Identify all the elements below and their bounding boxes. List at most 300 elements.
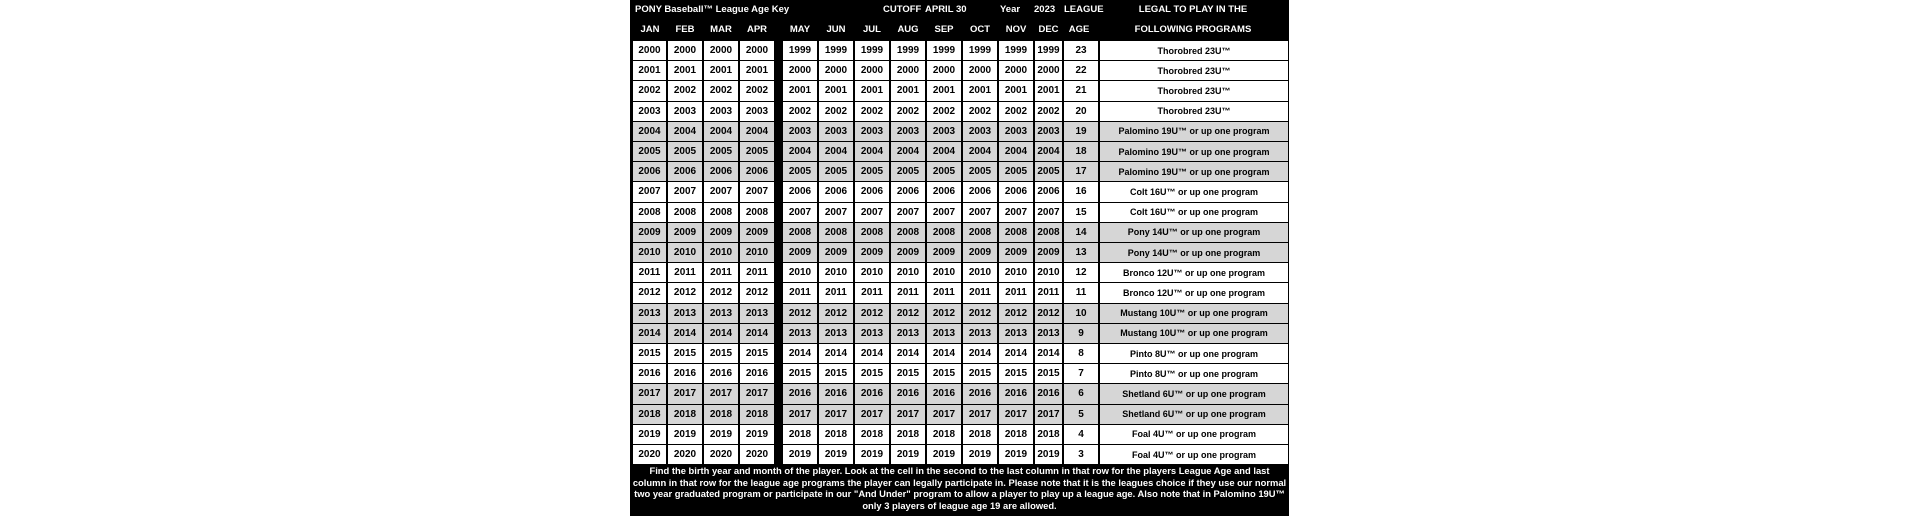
- birth-year-cell: 2016: [632, 363, 667, 384]
- birth-year-cell: 2002: [818, 101, 854, 122]
- birth-year-cell: 2000: [998, 60, 1034, 81]
- birth-year-cell: 2019: [962, 444, 998, 465]
- birth-year-cell: 2011: [926, 282, 962, 303]
- birth-year-cell: 2019: [632, 424, 667, 445]
- birth-year-cell: 2011: [703, 262, 739, 283]
- league-age-cell: 5: [1063, 404, 1099, 425]
- month-header: SEP: [934, 24, 954, 35]
- birth-year-cell: 2005: [782, 161, 818, 182]
- birth-year-cell: 2013: [854, 323, 890, 344]
- birth-year-cell: 2001: [890, 80, 926, 101]
- cutoff-date: APRIL 30: [925, 4, 967, 15]
- birth-year-cell: 2019: [890, 444, 926, 465]
- birth-year-cell: 2018: [998, 424, 1034, 445]
- birth-year-cell: 2019: [782, 444, 818, 465]
- birth-year-cell: 1999: [962, 40, 998, 61]
- birth-year-cell: 2005: [962, 161, 998, 182]
- birth-year-cell: 2005: [667, 141, 703, 162]
- month-header: JUN: [826, 24, 846, 35]
- birth-year-cell: 2009: [782, 242, 818, 263]
- birth-year-cell: 2016: [854, 383, 890, 404]
- birth-year-cell: 2007: [782, 202, 818, 223]
- program-cell: Mustang 10U™ or up one program: [1099, 303, 1289, 324]
- birth-year-cell: 2008: [739, 202, 775, 223]
- birth-year-cell: 2008: [1034, 222, 1063, 243]
- birth-year-cell: 2006: [998, 181, 1034, 202]
- birth-year-cell: 2005: [926, 161, 962, 182]
- month-header: AUG: [897, 24, 919, 35]
- birth-year-cell: 2003: [998, 121, 1034, 142]
- league-age-cell: 11: [1063, 282, 1099, 303]
- league-age-cell: 20: [1063, 101, 1099, 122]
- league-age-cell: 14: [1063, 222, 1099, 243]
- birth-year-cell: 2010: [667, 242, 703, 263]
- birth-year-cell: 2019: [818, 444, 854, 465]
- league-age-cell: 22: [1063, 60, 1099, 81]
- program-cell: Shetland 6U™ or up one program: [1099, 383, 1289, 404]
- birth-year-cell: 2001: [926, 80, 962, 101]
- age-label: AGE: [1068, 24, 1090, 35]
- birth-year-cell: 2007: [854, 202, 890, 223]
- birth-year-cell: 2017: [890, 404, 926, 425]
- birth-year-cell: 2013: [739, 303, 775, 324]
- birth-year-cell: 2006: [1034, 181, 1063, 202]
- birth-year-cell: 2007: [703, 181, 739, 202]
- program-cell: Palomino 19U™ or up one program: [1099, 141, 1289, 162]
- program-cell: Pinto 8U™ or up one program: [1099, 343, 1289, 364]
- birth-year-cell: 2001: [962, 80, 998, 101]
- program-cell: Pony 14U™ or up one program: [1099, 242, 1289, 263]
- birth-year-cell: 2011: [1034, 282, 1063, 303]
- program-cell: Foal 4U™ or up one program: [1099, 424, 1289, 445]
- league-age-cell: 17: [1063, 161, 1099, 182]
- birth-year-cell: 2018: [703, 404, 739, 425]
- program-cell: Colt 16U™ or up one program: [1099, 181, 1289, 202]
- birth-year-cell: 2019: [1034, 444, 1063, 465]
- program-cell: Bronco 12U™ or up one program: [1099, 262, 1289, 283]
- birth-year-cell: 2011: [782, 282, 818, 303]
- birth-year-cell: 2006: [739, 161, 775, 182]
- birth-year-cell: 2010: [998, 262, 1034, 283]
- birth-year-cell: 2013: [632, 303, 667, 324]
- birth-year-cell: 2007: [1034, 202, 1063, 223]
- birth-year-cell: 2009: [667, 222, 703, 243]
- birth-year-cell: 2002: [632, 80, 667, 101]
- birth-year-cell: 2009: [818, 242, 854, 263]
- birth-year-cell: 2016: [962, 383, 998, 404]
- birth-year-cell: 2014: [739, 323, 775, 344]
- birth-year-cell: 2010: [782, 262, 818, 283]
- birth-year-cell: 2010: [926, 262, 962, 283]
- birth-year-cell: 1999: [926, 40, 962, 61]
- birth-year-cell: 2000: [818, 60, 854, 81]
- birth-year-cell: 2013: [818, 323, 854, 344]
- birth-year-cell: 2008: [782, 222, 818, 243]
- birth-year-cell: 2005: [703, 141, 739, 162]
- birth-year-cell: 2007: [926, 202, 962, 223]
- birth-year-cell: 2013: [667, 303, 703, 324]
- birth-year-cell: 2000: [854, 60, 890, 81]
- birth-year-cell: 2003: [782, 121, 818, 142]
- birth-year-cell: 1999: [818, 40, 854, 61]
- birth-year-cell: 2015: [854, 363, 890, 384]
- league-age-cell: 21: [1063, 80, 1099, 101]
- league-age-cell: 8: [1063, 343, 1099, 364]
- birth-year-cell: 2001: [998, 80, 1034, 101]
- birth-year-cell: 2005: [998, 161, 1034, 182]
- birth-year-cell: 2013: [1034, 323, 1063, 344]
- program-cell: Colt 16U™ or up one program: [1099, 202, 1289, 223]
- program-cell: Thorobred 23U™: [1099, 101, 1289, 122]
- birth-year-cell: 2017: [703, 383, 739, 404]
- program-cell: Pony 14U™ or up one program: [1099, 222, 1289, 243]
- birth-year-cell: 2015: [962, 363, 998, 384]
- birth-year-cell: 2016: [890, 383, 926, 404]
- birth-year-cell: 2018: [667, 404, 703, 425]
- month-header: FEB: [675, 24, 695, 35]
- birth-year-cell: 2014: [703, 323, 739, 344]
- birth-year-cell: 2012: [890, 303, 926, 324]
- birth-year-cell: 2001: [739, 60, 775, 81]
- birth-year-cell: 2000: [632, 40, 667, 61]
- birth-year-cell: 2014: [998, 343, 1034, 364]
- birth-year-cell: 1999: [782, 40, 818, 61]
- birth-year-cell: 2004: [890, 141, 926, 162]
- birth-year-cell: 2009: [890, 242, 926, 263]
- birth-year-cell: 2002: [782, 101, 818, 122]
- program-cell: Thorobred 23U™: [1099, 40, 1289, 61]
- birth-year-cell: 2014: [667, 323, 703, 344]
- birth-year-cell: 2008: [854, 222, 890, 243]
- birth-year-cell: 2008: [890, 222, 926, 243]
- league-age-cell: 15: [1063, 202, 1099, 223]
- birth-year-cell: 2004: [667, 121, 703, 142]
- birth-year-cell: 2006: [890, 181, 926, 202]
- birth-year-cell: 2009: [854, 242, 890, 263]
- birth-year-cell: 2003: [818, 121, 854, 142]
- birth-year-cell: 2011: [818, 282, 854, 303]
- birth-year-cell: 2001: [854, 80, 890, 101]
- birth-year-cell: 2002: [962, 101, 998, 122]
- birth-year-cell: 2011: [632, 262, 667, 283]
- birth-year-cell: 2009: [998, 242, 1034, 263]
- birth-year-cell: 2007: [998, 202, 1034, 223]
- birth-year-cell: 2010: [703, 242, 739, 263]
- birth-year-cell: 2002: [739, 80, 775, 101]
- birth-year-cell: 2010: [739, 242, 775, 263]
- month-header: OCT: [969, 24, 991, 35]
- birth-year-cell: 2018: [632, 404, 667, 425]
- birth-year-cell: 2013: [890, 323, 926, 344]
- birth-year-cell: 2014: [926, 343, 962, 364]
- month-header: NOV: [1005, 24, 1027, 35]
- birth-year-cell: 2012: [632, 282, 667, 303]
- legal-label-line1: LEGAL TO PLAY IN THE: [1138, 4, 1248, 15]
- league-age-cell: 9: [1063, 323, 1099, 344]
- birth-year-cell: 2008: [667, 202, 703, 223]
- program-cell: Palomino 19U™ or up one program: [1099, 161, 1289, 182]
- birth-year-cell: 2011: [667, 262, 703, 283]
- birth-year-cell: 2019: [854, 444, 890, 465]
- birth-year-cell: 2005: [854, 161, 890, 182]
- birth-year-cell: 2000: [739, 40, 775, 61]
- birth-year-cell: 2014: [782, 343, 818, 364]
- month-header: JAN: [640, 24, 660, 35]
- birth-year-cell: 2005: [818, 161, 854, 182]
- program-cell: Bronco 12U™ or up one program: [1099, 282, 1289, 303]
- program-cell: Pinto 8U™ or up one program: [1099, 363, 1289, 384]
- birth-year-cell: 2017: [632, 383, 667, 404]
- league-age-cell: 6: [1063, 383, 1099, 404]
- birth-year-cell: 2000: [1034, 60, 1063, 81]
- birth-year-cell: 2019: [926, 444, 962, 465]
- birth-year-cell: 2010: [854, 262, 890, 283]
- birth-year-cell: 2014: [818, 343, 854, 364]
- birth-year-cell: 2012: [1034, 303, 1063, 324]
- program-cell: Foal 4U™ or up one program: [1099, 444, 1289, 465]
- birth-year-cell: 2012: [739, 282, 775, 303]
- birth-year-cell: 2009: [926, 242, 962, 263]
- birth-year-cell: 2011: [962, 282, 998, 303]
- birth-year-cell: 2008: [926, 222, 962, 243]
- league-age-cell: 7: [1063, 363, 1099, 384]
- league-label: LEAGUE: [1064, 4, 1104, 15]
- birth-year-cell: 1999: [1034, 40, 1063, 61]
- birth-year-cell: 2018: [890, 424, 926, 445]
- birth-year-cell: 1999: [890, 40, 926, 61]
- league-age-cell: 10: [1063, 303, 1099, 324]
- birth-year-cell: 2015: [926, 363, 962, 384]
- birth-year-cell: 2011: [739, 262, 775, 283]
- program-cell: Palomino 19U™ or up one program: [1099, 121, 1289, 142]
- birth-year-cell: 2006: [782, 181, 818, 202]
- birth-year-cell: 2004: [926, 141, 962, 162]
- birth-year-cell: 2012: [667, 282, 703, 303]
- cutoff-label: CUTOFF: [883, 4, 922, 15]
- birth-year-cell: 2000: [926, 60, 962, 81]
- birth-year-cell: 2019: [703, 424, 739, 445]
- birth-year-cell: 2018: [818, 424, 854, 445]
- birth-year-cell: 2015: [703, 343, 739, 364]
- birth-year-cell: 2016: [782, 383, 818, 404]
- birth-year-cell: 2003: [739, 101, 775, 122]
- birth-year-cell: 2005: [890, 161, 926, 182]
- birth-year-cell: 2012: [818, 303, 854, 324]
- birth-year-cell: 2004: [703, 121, 739, 142]
- birth-year-cell: 2006: [854, 181, 890, 202]
- birth-year-cell: 2004: [1034, 141, 1063, 162]
- league-age-cell: 18: [1063, 141, 1099, 162]
- birth-year-cell: 2012: [782, 303, 818, 324]
- legal-label-line2: FOLLOWING PROGRAMS: [1134, 24, 1252, 35]
- birth-year-cell: 2015: [782, 363, 818, 384]
- birth-year-cell: 2008: [998, 222, 1034, 243]
- birth-year-cell: 2015: [890, 363, 926, 384]
- birth-year-cell: 2004: [854, 141, 890, 162]
- birth-year-cell: 2016: [703, 363, 739, 384]
- birth-year-cell: 2017: [854, 404, 890, 425]
- birth-year-cell: 2017: [962, 404, 998, 425]
- birth-year-cell: 2005: [739, 141, 775, 162]
- birth-year-cell: 2000: [962, 60, 998, 81]
- program-cell: Shetland 6U™ or up one program: [1099, 404, 1289, 425]
- birth-year-cell: 2003: [890, 121, 926, 142]
- birth-year-cell: 2010: [962, 262, 998, 283]
- birth-year-cell: 2014: [1034, 343, 1063, 364]
- birth-year-cell: 2020: [667, 444, 703, 465]
- birth-year-cell: 2010: [632, 242, 667, 263]
- birth-year-cell: 2015: [632, 343, 667, 364]
- birth-year-cell: 2007: [739, 181, 775, 202]
- league-age-cell: 13: [1063, 242, 1099, 263]
- birth-year-cell: 2006: [818, 181, 854, 202]
- birth-year-cell: 2004: [782, 141, 818, 162]
- birth-year-cell: 2020: [632, 444, 667, 465]
- birth-year-cell: 2015: [998, 363, 1034, 384]
- birth-year-cell: 2013: [926, 323, 962, 344]
- birth-year-cell: 2005: [632, 141, 667, 162]
- birth-year-cell: 2000: [703, 40, 739, 61]
- birth-year-cell: 2004: [998, 141, 1034, 162]
- birth-year-cell: 1999: [854, 40, 890, 61]
- birth-year-cell: 2003: [926, 121, 962, 142]
- birth-year-cell: 2002: [1034, 101, 1063, 122]
- birth-year-cell: 2014: [890, 343, 926, 364]
- league-age-cell: 3: [1063, 444, 1099, 465]
- birth-year-cell: 2016: [818, 383, 854, 404]
- birth-year-cell: 2018: [782, 424, 818, 445]
- birth-year-cell: 2006: [703, 161, 739, 182]
- league-age-cell: 12: [1063, 262, 1099, 283]
- birth-year-cell: 2002: [890, 101, 926, 122]
- birth-year-cell: 2018: [926, 424, 962, 445]
- birth-year-cell: 2015: [739, 343, 775, 364]
- birth-year-cell: 2008: [818, 222, 854, 243]
- birth-year-cell: 2019: [998, 444, 1034, 465]
- birth-year-cell: 2010: [890, 262, 926, 283]
- birth-year-cell: 2006: [632, 161, 667, 182]
- birth-year-cell: 2003: [854, 121, 890, 142]
- birth-year-cell: 2013: [962, 323, 998, 344]
- birth-year-cell: 2018: [854, 424, 890, 445]
- birth-year-cell: 2003: [1034, 121, 1063, 142]
- birth-year-cell: 2008: [703, 202, 739, 223]
- birth-year-cell: 2012: [998, 303, 1034, 324]
- birth-year-cell: 2012: [703, 282, 739, 303]
- birth-year-cell: 2018: [739, 404, 775, 425]
- birth-year-cell: 2013: [703, 303, 739, 324]
- birth-year-cell: 2003: [667, 101, 703, 122]
- birth-year-cell: 2009: [703, 222, 739, 243]
- birth-year-cell: 2000: [667, 40, 703, 61]
- birth-year-cell: 2004: [632, 121, 667, 142]
- birth-year-cell: 2005: [1034, 161, 1063, 182]
- birth-year-cell: 2004: [739, 121, 775, 142]
- birth-year-cell: 2004: [818, 141, 854, 162]
- birth-year-cell: 2007: [818, 202, 854, 223]
- birth-year-cell: 2017: [818, 404, 854, 425]
- birth-year-cell: 2015: [1034, 363, 1063, 384]
- birth-year-cell: 2016: [926, 383, 962, 404]
- birth-year-cell: 2012: [854, 303, 890, 324]
- birth-year-cell: 2006: [667, 161, 703, 182]
- birth-year-cell: 2014: [854, 343, 890, 364]
- month-header: MAR: [710, 24, 732, 35]
- birth-year-cell: 2007: [962, 202, 998, 223]
- league-age-cell: 19: [1063, 121, 1099, 142]
- birth-year-cell: 2011: [854, 282, 890, 303]
- month-header: JUL: [863, 24, 881, 35]
- birth-year-cell: 2017: [1034, 404, 1063, 425]
- league-age-cell: 4: [1063, 424, 1099, 445]
- month-header: MAY: [789, 24, 811, 35]
- birth-year-cell: 2017: [998, 404, 1034, 425]
- birth-year-cell: 2015: [667, 343, 703, 364]
- program-cell: Mustang 10U™ or up one program: [1099, 323, 1289, 344]
- birth-year-cell: 2007: [632, 181, 667, 202]
- birth-year-cell: 2016: [1034, 383, 1063, 404]
- birth-year-cell: 2013: [782, 323, 818, 344]
- birth-year-cell: 2002: [667, 80, 703, 101]
- instructions-note: Find the birth year and month of the player. Look at the cell in the second to the last column in that row for the players League Age and last column in that row for the league age programs the player can legally participate in. Please note that it is the leagues choice if they use our normal two year graduated program or participate in our "And Under" program to allow a player to play up a league age. Also note that in Palomino 19U™ only 3 players of league age 19 are allowed.: [632, 465, 1287, 511]
- birth-year-cell: 2018: [962, 424, 998, 445]
- birth-year-cell: 2019: [739, 424, 775, 445]
- birth-year-cell: 2012: [926, 303, 962, 324]
- birth-year-cell: 2002: [703, 80, 739, 101]
- birth-year-cell: 2000: [782, 60, 818, 81]
- league-age-cell: 23: [1063, 40, 1099, 61]
- birth-year-cell: 2001: [667, 60, 703, 81]
- birth-year-cell: 2011: [998, 282, 1034, 303]
- birth-year-cell: 2006: [962, 181, 998, 202]
- birth-year-cell: 2003: [632, 101, 667, 122]
- birth-year-cell: 2003: [962, 121, 998, 142]
- month-header: DEC: [1038, 24, 1059, 35]
- birth-year-cell: 2015: [818, 363, 854, 384]
- birth-year-cell: 2001: [818, 80, 854, 101]
- birth-year-cell: 2014: [962, 343, 998, 364]
- year-value: 2023: [1034, 4, 1056, 15]
- birth-year-cell: 2009: [632, 222, 667, 243]
- birth-year-cell: 2013: [998, 323, 1034, 344]
- birth-year-cell: 2002: [926, 101, 962, 122]
- birth-year-cell: 2011: [890, 282, 926, 303]
- birth-year-cell: 2007: [667, 181, 703, 202]
- birth-year-cell: 2018: [1034, 424, 1063, 445]
- birth-year-cell: 2014: [632, 323, 667, 344]
- birth-year-cell: 2016: [998, 383, 1034, 404]
- birth-year-cell: 2001: [782, 80, 818, 101]
- birth-year-cell: 2019: [667, 424, 703, 445]
- birth-year-cell: 2008: [632, 202, 667, 223]
- birth-year-cell: 2009: [962, 242, 998, 263]
- program-cell: Thorobred 23U™: [1099, 80, 1289, 101]
- birth-year-cell: 2001: [703, 60, 739, 81]
- program-cell: Thorobred 23U™: [1099, 60, 1289, 81]
- birth-year-cell: 2017: [739, 383, 775, 404]
- birth-year-cell: 2010: [1034, 262, 1063, 283]
- birth-year-cell: 2017: [926, 404, 962, 425]
- birth-year-cell: 2016: [667, 363, 703, 384]
- birth-year-cell: 2001: [632, 60, 667, 81]
- league-age-cell: 16: [1063, 181, 1099, 202]
- birth-year-cell: 2016: [739, 363, 775, 384]
- birth-year-cell: 2006: [926, 181, 962, 202]
- birth-year-cell: 2009: [739, 222, 775, 243]
- birth-year-cell: 2008: [962, 222, 998, 243]
- birth-year-cell: 2012: [962, 303, 998, 324]
- birth-year-cell: 2000: [890, 60, 926, 81]
